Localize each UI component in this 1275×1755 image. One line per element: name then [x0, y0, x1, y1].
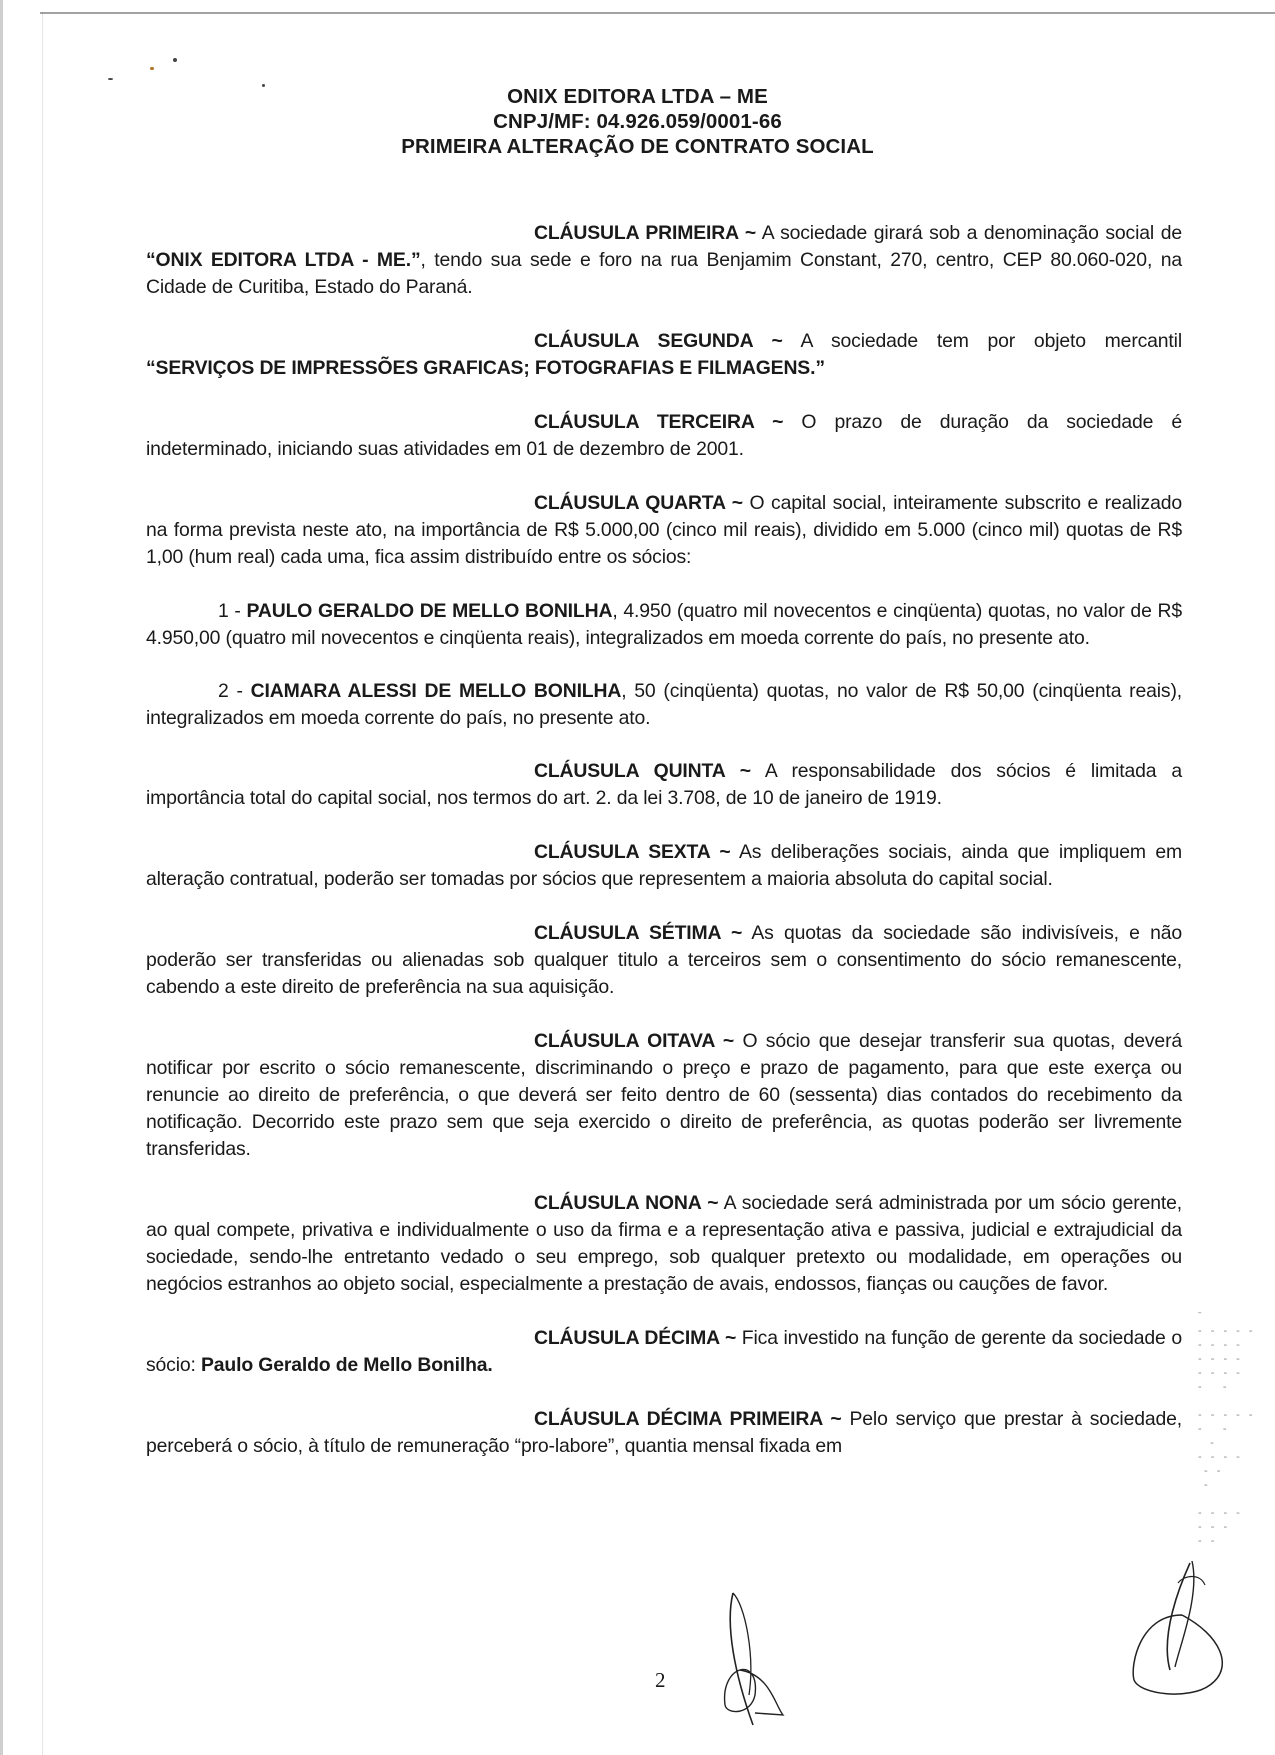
clause-heading: CLÁUSULA QUINTA ~: [534, 760, 751, 782]
partner-text: , 50 (cinqüenta) quotas, no valor de R$ 50,00 (cinqüenta reais), integralizados em moeda corrente do país, no presente ato.: [146, 680, 1182, 729]
clause-heading: CLÁUSULA NONA ~: [534, 1192, 719, 1214]
scan-edge-top: [40, 12, 1275, 14]
clause-text: As deliberações sociais, ainda que impliquem em alteração contratual, poderão ser tomadas por sócios que representem a maioria absoluta do capital social.: [146, 841, 1182, 890]
clause-primeira: [146, 220, 1182, 301]
clause-setima: [146, 920, 1182, 1001]
clause-heading: CLÁUSULA QUARTA ~: [534, 492, 743, 514]
signature-partner-1: [715, 1585, 825, 1735]
clause-text: O prazo de duração da sociedade é indeterminado, iniciando suas atividades em 01 de dezembro de 2001.: [146, 411, 1182, 460]
manager-name: Paulo Geraldo de Mello Bonilha.: [201, 1354, 493, 1376]
clause-heading: CLÁUSULA SEGUNDA ~: [534, 330, 783, 352]
clause-heading: CLÁUSULA SÉTIMA ~: [534, 922, 743, 944]
scan-speck: [108, 78, 113, 80]
company-denomination: “ONIX EDITORA LTDA - ME.”: [146, 249, 421, 271]
clause-text: , tendo sua sede e foro na rua Benjamim Constant, 270, centro, CEP 80.060-020, na Cidade de Curitiba, Estado do Paraná.: [146, 249, 1182, 298]
clause-nona: [146, 1190, 1182, 1298]
signature-partner-2: [1120, 1555, 1250, 1705]
clause-heading: CLÁUSULA DÉCIMA ~: [534, 1327, 737, 1349]
scan-speck: [150, 67, 154, 70]
clause-text: O capital social, inteiramente subscrito e realizado na forma prevista neste ato, na importância de R$ 5.000,00 (cinco mil reais), dividido em 5.000 (cinco mil) quotas de R$ 1,00 (hum real) cada uma, fica assim distribuído entre os sócios:: [146, 492, 1182, 568]
clause-text: Pelo serviço que prestar à sociedade, perceberá o sócio, à título de remuneração “pro-labore”, quantia mensal fixada em: [146, 1408, 1182, 1457]
clause-heading: CLÁUSULA SEXTA ~: [534, 841, 731, 863]
company-name: ONIX EDITORA LTDA – ME: [507, 85, 768, 108]
document-body: [146, 220, 1182, 1487]
partner-item: [146, 678, 1182, 732]
stamp-perforation-marks: ˉ ‐ ‐ ‐ ‐ ‐ ‐ ‐ ‐ ‐ ‐ ‐ ‐ ‐ ‐ ‐ ‐ ‐ ‐ ‐ ‐ ‐ ‐ ‐ ‐ ‐ ‐ ‐ ‐ ‐ ‐ ‐ ‐ ‐ ‐ ‐ ‐ ‐ ‐ ‐ ‐ ‐ ‐ ‐: [1198, 1311, 1256, 1547]
clause-segunda: [146, 328, 1182, 382]
partner-item: [146, 598, 1182, 652]
clause-text: A sociedade será administrada por um sócio gerente, ao qual compete, privativa e individualmente o uso da firma e a representação ativa e passiva, judicial e extrajudicial da sociedade, sendo-lhe entretanto vedado o seu emprego, sob qualquer pretexto ou modalidade, em operações ou negócios estranhos ao objeto social, especialmente a prestação de avais, endossos, fianças ou cauções de favor.: [146, 1192, 1182, 1295]
clause-heading: CLÁUSULA PRIMEIRA ~: [534, 222, 757, 244]
clause-sexta: [146, 839, 1182, 893]
scan-edge-fold: [42, 12, 43, 1755]
partner-name: CIAMARA ALESSI DE MELLO BONILHA: [250, 680, 622, 702]
clause-terceira: [146, 409, 1182, 463]
clause-oitava: [146, 1028, 1182, 1163]
clause-text: O sócio que desejar transferir sua quotas, deverá notificar por escrito o sócio remanescente, discriminando o preço e prazo de pagamento, para que este exerça ou renuncie ao direito de preferência, o que deverá ser feito dentro de 60 (sessenta) dias contados do recebimento da notificação. Decorrido este prazo sem que seja exercido o direito de preferência, as quotas poderão ser livremente transferidas.: [146, 1030, 1183, 1160]
document-header: [0, 84, 1275, 159]
clause-decima-primeira: [146, 1406, 1182, 1460]
scan-edge-left: [0, 0, 3, 1755]
partner-text: , 4.950 (quatro mil novecentos e cinqüenta) quotas, no valor de R$ 4.950,00 (quatro mil novecentos e cinqüenta reais), integralizados em moeda corrente do país, no presente ato.: [146, 600, 1182, 649]
partner-number: 1 -: [218, 600, 247, 622]
clause-quarta: [146, 490, 1182, 571]
document-title: PRIMEIRA ALTERAÇÃO DE CONTRATO SOCIAL: [401, 135, 874, 158]
partner-number: 2 -: [218, 680, 251, 702]
company-cnpj: CNPJ/MF: 04.926.059/0001-66: [493, 110, 782, 133]
clause-text: A responsabilidade dos sócios é limitada a importância total do capital social, nos termos do art. 2. da lei 3.708, de 10 de janeiro de 1919.: [146, 760, 1182, 809]
clause-text: As quotas da sociedade são indivisíveis, e não poderão ser transferidas ou alienadas sob qualquer titulo a terceiros sem o consentimento do sócio remanescente, cabendo a este direito de preferência na sua aquisição.: [146, 922, 1182, 998]
partner-name: PAULO GERALDO DE MELLO BONILHA: [246, 600, 613, 622]
clause-heading: CLÁUSULA TERCEIRA ~: [534, 411, 784, 433]
clause-text: Fica investido na função de gerente da sociedade o sócio:: [146, 1327, 1182, 1376]
page-number: 2: [655, 1668, 666, 1692]
clause-heading: CLÁUSULA OITAVA ~: [534, 1030, 735, 1052]
clause-heading: CLÁUSULA DÉCIMA PRIMEIRA ~: [534, 1408, 842, 1430]
clause-decima: [146, 1325, 1182, 1379]
clause-text: A sociedade tem por objeto mercantil: [782, 330, 1182, 352]
scan-speck: [173, 58, 177, 62]
clause-quinta: [146, 758, 1182, 812]
business-object: “SERVIÇOS DE IMPRESSÕES GRAFICAS; FOTOGRAFIAS E FILMAGENS.”: [146, 357, 825, 379]
clause-text: A sociedade girará sob a denominação social de: [756, 222, 1182, 244]
